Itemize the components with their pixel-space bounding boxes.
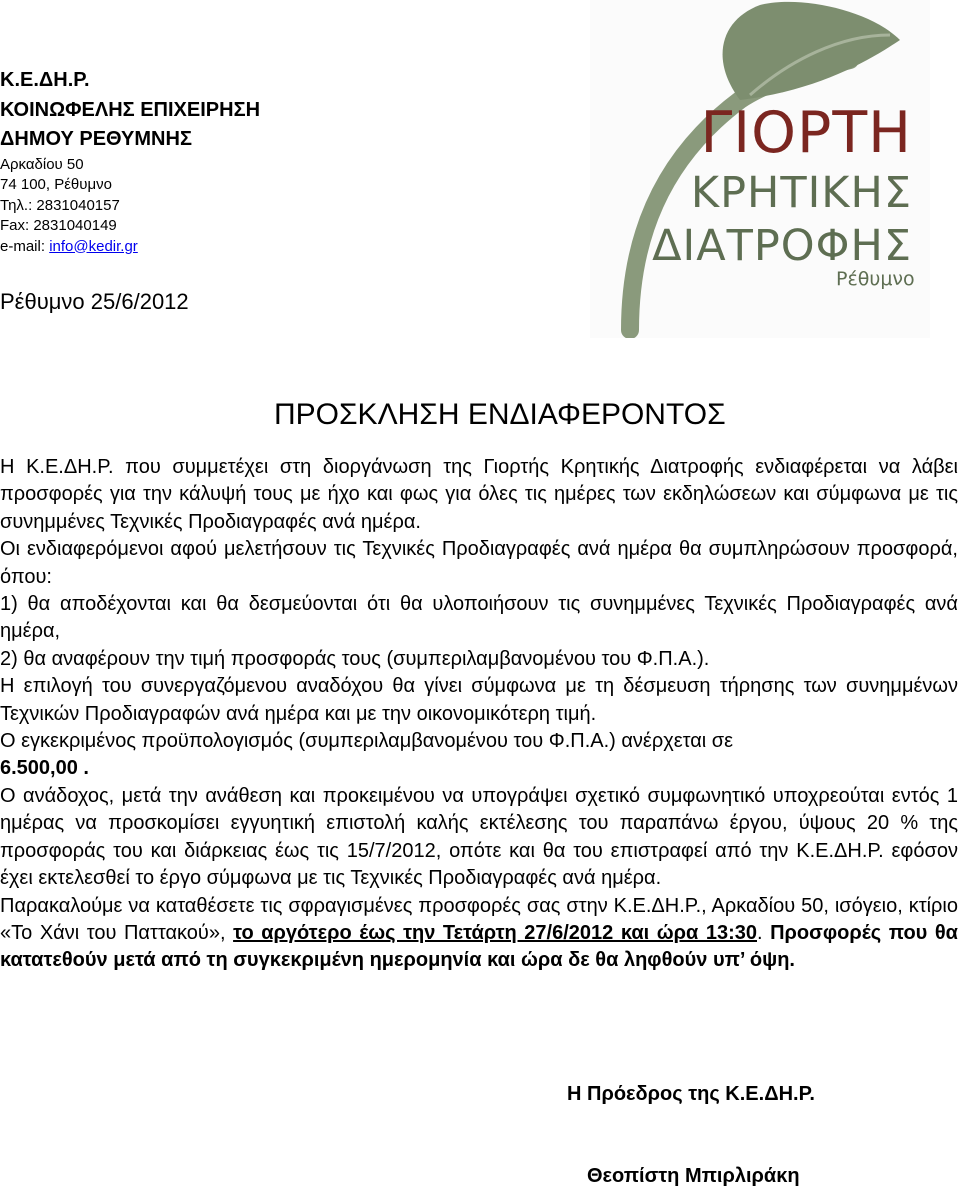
submission-deadline: το αργότερο έως την Τετάρτη 27/6/2012 και ώρα 13:30 xyxy=(233,921,757,944)
organization-header xyxy=(0,66,560,257)
festival-logo xyxy=(590,0,930,338)
org-abbreviation: Κ.Ε.ΔΗ.Ρ. xyxy=(0,69,90,91)
budget-amount: 6.500,00 . xyxy=(0,757,89,780)
submission-warning: Προσφορές που θα κατατεθούν μετά από τη συγκεκριμένη ημερομηνία και ώρα δε θα ληφθούν υπ’ όψη. xyxy=(0,921,958,972)
logo-subtitle-1: ΚΡΗΤΙΚΗΣ xyxy=(690,168,912,218)
signature-name: Θεοπίστη Μπιρλιράκη xyxy=(587,1165,800,1187)
paragraph-item-1: 1) θα αποδέχονται και θα δεσμεύονται ότι θα υλοποιήσουν τις συνημμένες Τεχνικές Προδιαγραφές ανά ημέρα, xyxy=(0,593,958,643)
email-link[interactable]: info@kedir.gr xyxy=(49,237,138,255)
logo-title: ΓΙΟΡΤΗ xyxy=(700,100,912,166)
paragraph-selection: Η επιλογή του συνεργαζόμενου αναδόχου θα γίνει σύμφωνα με τη δέσμευση τήρησης των συνημμένων Τεχνικών Προδιαγραφών ανά ημέρα και με την οικονομικότερη τιμή. xyxy=(0,675,958,725)
org-name-line2: ΔΗΜΟΥ ΡΕΘΥΜΝΗΣ xyxy=(0,128,192,150)
org-address: Αρκαδίου 50 xyxy=(0,155,84,173)
document-body xyxy=(0,454,958,975)
email-label: e-mail: xyxy=(0,237,50,255)
org-postal: 74 100, Ρέθυμνο xyxy=(0,176,112,193)
org-phone: Τηλ.: 2831040157 xyxy=(0,196,120,214)
org-email-line xyxy=(0,237,560,258)
document-date: Ρέθυμνο 25/6/2012 xyxy=(0,289,189,314)
budget-text: Ο εγκεκριμένος προϋπολογισμός (συμπεριλαμβανομένου του Φ.Π.Α.) ανέρχεται σε xyxy=(0,730,734,753)
org-name-line1: ΚΟΙΝΩΦΕΛΗΣ ΕΠΙΧΕΙΡΗΣΗ xyxy=(0,98,261,121)
logo-subtitle-2: ΔΙΑΤΡΟΦΗΣ xyxy=(652,221,912,271)
signature-role: Η Πρόεδρος της Κ.Ε.ΔΗ.Ρ. xyxy=(567,1083,815,1105)
paragraph-budget xyxy=(0,728,958,783)
submission-dot: . xyxy=(757,921,771,944)
paragraph-guarantee: Ο ανάδοχος, μετά την ανάθεση και προκειμένου να υπογράψει σχετικό συμφωνητικό υποχρεούται εντός 1 ημέρας να προσκομίσει εγγυητική επιστολή καλής εκτέλεσης του παραπάνω έργου, ύψους 20 % της προσφοράς του και διάρκειας έως τις 15/7/2012, οπότε και θα του επιστραφεί από την Κ.Ε.ΔΗ.Ρ. εφόσον έχει εκτελεσθεί το έργο σύμφωνα με τις Τεχνικές Προδιαγραφές ανά ημέρα. xyxy=(0,784,958,890)
document-title: ΠΡΟΣΚΛΗΣΗ ΕΝΔΙΑΦΕΡΟΝΤΟΣ xyxy=(274,398,726,431)
paragraph-item-2: 2) θα αναφέρουν την τιμή προσφοράς τους (συμπεριλαμβανομένου του Φ.Π.Α.). xyxy=(0,647,710,670)
paragraph-instructions: Οι ενδιαφερόμενοι αφού μελετήσουν τις Τεχνικές Προδιαγραφές ανά ημέρα θα συμπληρώσουν προσφορά, όπου: xyxy=(0,538,958,588)
paragraph-intro: Η Κ.Ε.ΔΗ.Ρ. που συμμετέχει στη διοργάνωση της Γιορτής Κρητικής Διατροφής ενδιαφέρεται να λάβει προσφορές για την κάλυψή τους με ήχο και φως για όλες τις ημέρες των εκδηλώσεων και σύμφωνα με τις συνημμένες Τεχνικές Προδιαγραφές ανά ημέρα. xyxy=(0,456,958,533)
logo-city: Ρέθυμνο xyxy=(836,268,915,290)
submission-text: Παρακαλούμε να καταθέσετε τις σφραγισμένες προσφορές σας στην Κ.Ε.ΔΗ.Ρ., Αρκαδίου 50, ισόγειο, κτίριο «Το Χάνι του Παττακού», xyxy=(0,894,958,944)
paragraph-submission xyxy=(0,893,958,975)
org-fax: Fax: 2831040149 xyxy=(0,217,117,234)
